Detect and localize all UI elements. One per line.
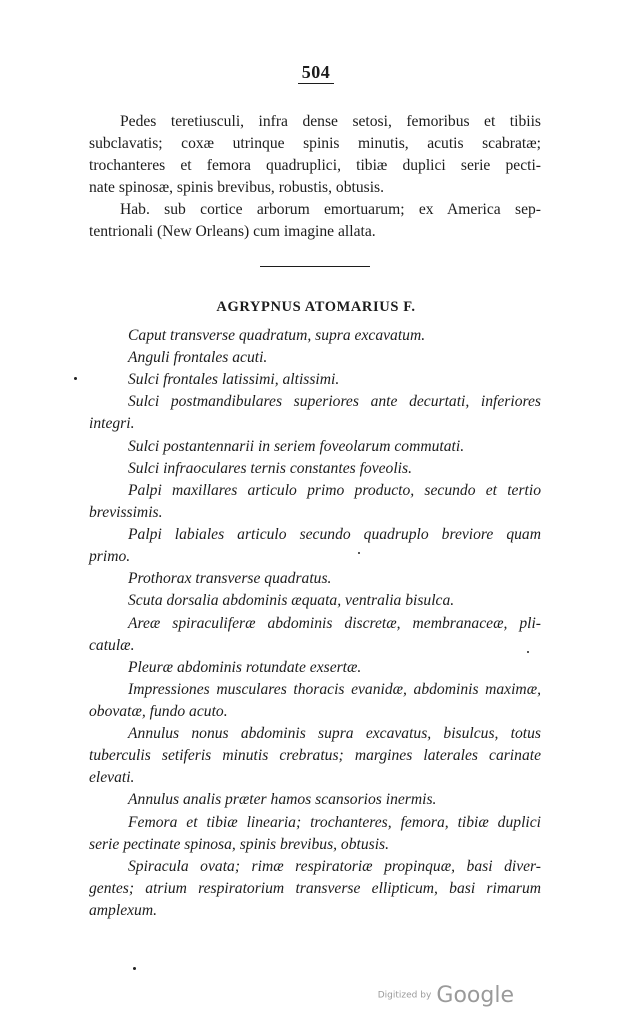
description-line: integri. xyxy=(89,415,135,432)
section-heading: AGRYPNUS ATOMARIUS F. xyxy=(216,299,416,315)
description-line: Sulci frontales latissimi, altissimi. xyxy=(128,371,340,388)
description-line: Femora et tibiæ linearia; trochanteres, femora, tibiæ duplici xyxy=(128,814,541,831)
text-line: Pedes teretiusculi, infra dense setosi, femoribus et tibiis xyxy=(120,113,541,130)
description-line: Caput transverse quadratum, supra excavatum. xyxy=(128,327,426,344)
description-line: Areæ spiraculiferæ abdominis discretæ, membranaceæ, pli- xyxy=(128,615,541,632)
description-line: serie pectinate spinosa, spinis brevibus, obtusis. xyxy=(89,836,390,853)
ink-speck xyxy=(133,967,136,970)
text-line: subclavatis; coxæ utrinque spinis minutis, acutis scabratæ; xyxy=(89,135,541,152)
description-line: Palpi maxillares articulo primo producto, secundo et tertio xyxy=(128,482,541,499)
description-line: gentes; atrium respiratorium transverse ellipticum, basi rimarum xyxy=(89,880,541,897)
description-line: tuberculis setiferis minutis crebratus; margines laterales carinate xyxy=(89,747,541,764)
text-line: tentrionali (New Orleans) cum imagine allata. xyxy=(89,223,376,240)
description-line: Palpi labiales articulo secundo quadruplo breviore quam xyxy=(128,526,541,543)
ink-speck xyxy=(74,377,77,380)
description-line: elevati. xyxy=(89,769,135,786)
page-number: 504 xyxy=(0,62,632,83)
description-line: Sulci postantennarii in seriem foveolarum commutati. xyxy=(128,438,465,455)
description-line: Anguli frontales acuti. xyxy=(128,349,268,366)
description-line: brevissimis. xyxy=(89,504,163,521)
description-line: Sulci postmandibulares superiores ante decurtati, inferiores xyxy=(128,393,541,410)
description-line: Scuta dorsalia abdominis æquata, ventralia bisulca. xyxy=(128,592,455,609)
description-line: Sulci infraoculares ternis constantes foveolis. xyxy=(128,460,412,477)
digitized-watermark xyxy=(378,983,514,1008)
ink-speck xyxy=(527,651,529,653)
description-line: catulæ. xyxy=(89,637,135,654)
watermark-prefix: Digitized by xyxy=(377,990,432,1001)
google-logo: Google xyxy=(436,983,514,1008)
description-line: amplexum. xyxy=(89,902,157,919)
description-line: Annulus nonus abdominis supra excavatus, bisulcus, totus xyxy=(128,725,541,742)
text-line: Hab. sub cortice arborum emortuarum; ex America sep- xyxy=(120,201,541,218)
ink-speck xyxy=(358,552,360,554)
section-divider xyxy=(260,266,370,267)
description-line: obovatæ, fundo acuto. xyxy=(89,703,228,720)
text-line: trochanteres et femora quadruplici, tibiæ duplici serie pecti- xyxy=(89,157,541,174)
description-line: Impressiones musculares thoracis evanidæ, abdominis maximæ, xyxy=(128,681,541,698)
description-line: Spiracula ovata; rimæ respiratoriæ propinquæ, basi diver- xyxy=(128,858,541,875)
description-line: primo. xyxy=(89,548,131,565)
description-line: Annulus analis præter hamos scansorios inermis. xyxy=(128,791,437,808)
description-line: Pleuræ abdominis rotundate exsertæ. xyxy=(128,659,362,676)
text-line: nate spinosæ, spinis brevibus, robustis, obtusis. xyxy=(89,179,384,196)
description-line: Prothorax transverse quadratus. xyxy=(128,570,332,587)
